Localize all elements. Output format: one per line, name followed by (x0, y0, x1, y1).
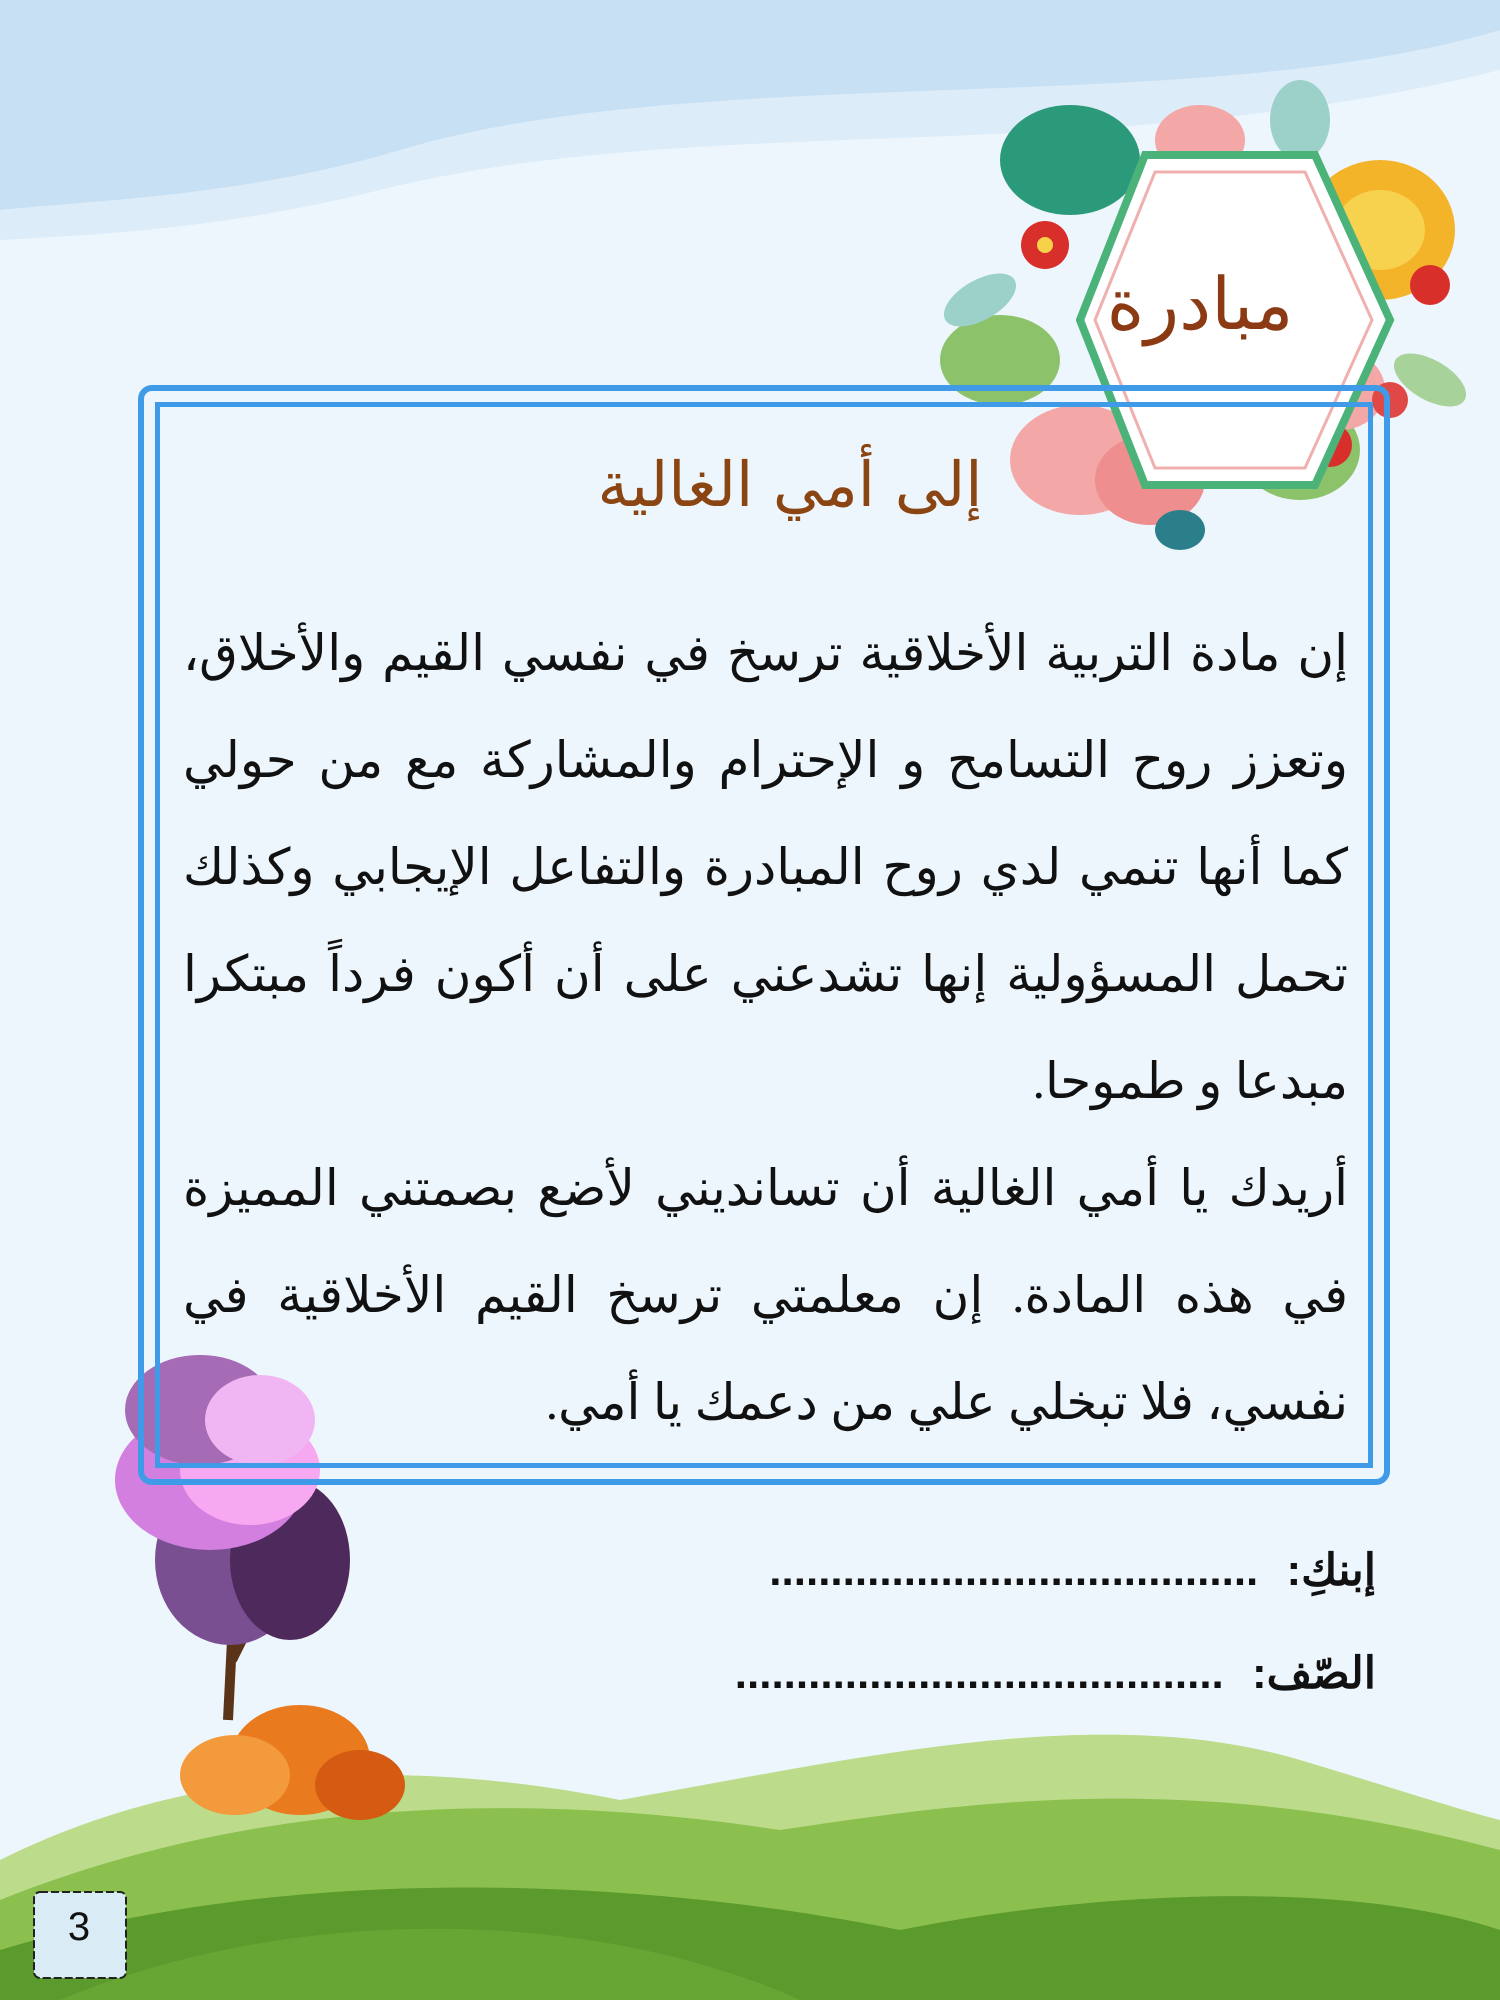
letter-heading: إلى أمي الغالية (597, 448, 983, 521)
class-line[interactable]: ........................................ (734, 1649, 1224, 1698)
class-signature-row (476, 1648, 1376, 1699)
bush-illustration (180, 1705, 405, 1820)
letter-paragraph-2: أريدك يا أمي الغالية أن تسانديني لأضع بصمتني المميزة في هذه المادة. إن معلمتي ترسخ القيم الأخلاقية في نفسي، فلا تبخلي علي من دعمك يا أمي. (183, 1160, 1348, 1430)
son-signature-row (476, 1545, 1376, 1596)
letter-paragraph-1: إن مادة التربية الأخلاقية ترسخ في نفسي القيم والأخلاق، وتعزز روح التسامح و الإحترام والمشاركة مع من حولي كما أنها تنمي لدي روح المبادرة والتفاعل الإيجابي وكذلك تحمل المسؤولية إنها تشدعني على أن أكون فرداً مبتكرا مبدعا و طموحا. (183, 625, 1348, 1109)
class-label: الصّف: (1252, 1649, 1376, 1698)
badge-title: مبادرة (1106, 262, 1294, 346)
page-number: 3 (67, 1905, 91, 1949)
son-name-line[interactable]: ........................................ (769, 1546, 1259, 1595)
son-label: إبنكِ: (1286, 1546, 1376, 1595)
letter-body (183, 600, 1348, 1456)
